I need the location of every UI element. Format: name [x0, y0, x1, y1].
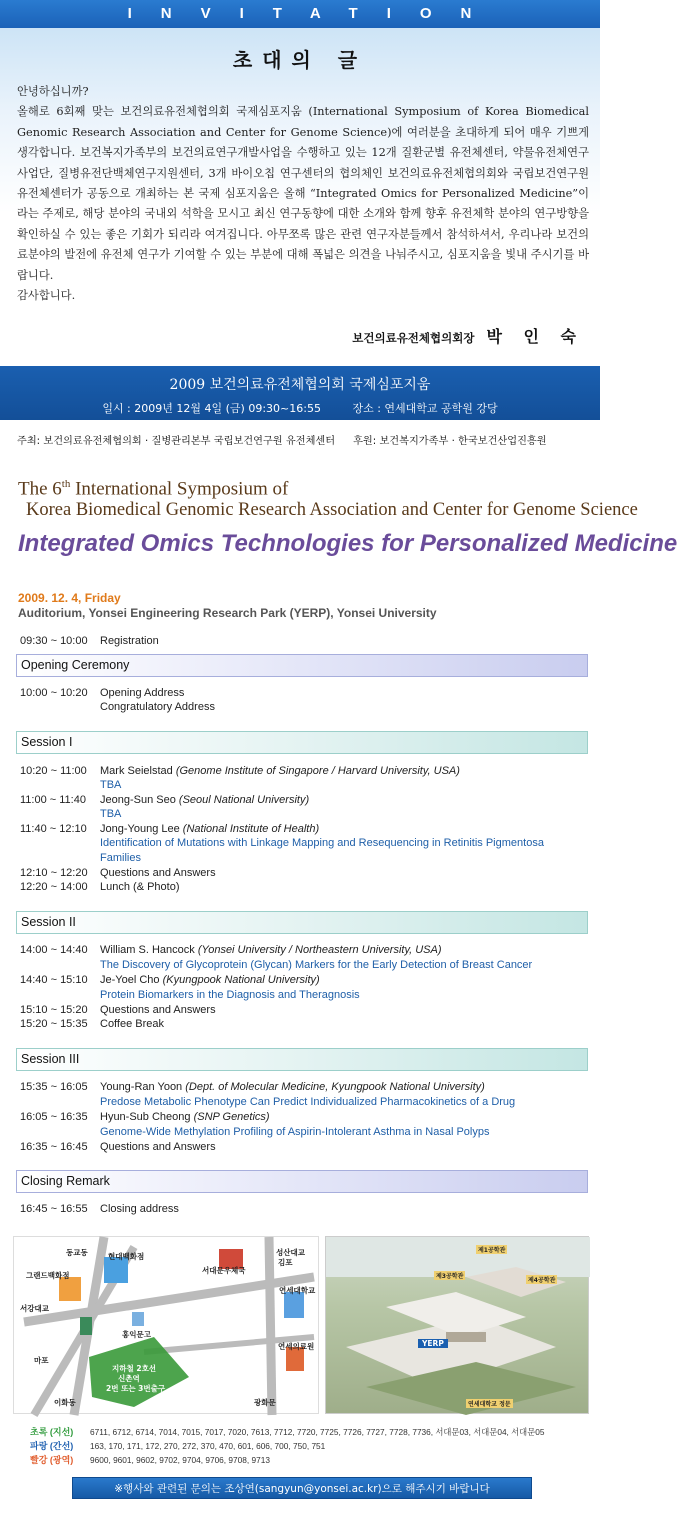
talk-title: Identification of Mutations with Linkage Mapping and Resequencing in Retinitis Pigmentosa — [100, 837, 544, 849]
program-row: 12:10 ~ 12:20 Questions and Answers — [20, 867, 216, 879]
event-datetime: 일시 : 2009년 12월 4일 (금) 09:30~16:55 — [102, 402, 321, 415]
program-row: 16:35 ~ 16:45 Questions and Answers — [20, 1141, 216, 1153]
talk-title: TBA — [100, 808, 122, 820]
event-place: 장소 : 연세대학교 공학원 강당 — [352, 402, 498, 415]
contact-footer: ※행사와 관련된 문의는 조상연(sangyun@yonsei.ac.kr)으로 해주시기 바랍니다 — [72, 1477, 532, 1499]
map-label: 동교동 — [66, 1248, 88, 1257]
host-line — [17, 432, 593, 447]
talk-title: Protein Biomarkers in the Diagnosis and Theragnosis — [100, 989, 360, 1001]
letter-title: 초대의 글 — [232, 48, 368, 72]
map-label: 현대백화점 — [108, 1252, 145, 1261]
program-row: 12:20 ~ 14:00 Lunch (& Photo) — [20, 881, 180, 893]
subway-label: 신촌역 — [118, 1374, 140, 1383]
aerial-illustration — [326, 1237, 590, 1415]
section-header-session2: Session II — [16, 911, 588, 934]
map-label: 서대문우체국 — [202, 1266, 246, 1275]
section-header-closing: Closing Remark — [16, 1170, 588, 1193]
closing-thanks: 감사합니다. — [17, 289, 76, 303]
program-row: 14:00 ~ 14:40 William S. Hancock (Yonsei University / Northeastern University, USA) — [20, 944, 442, 956]
signature-role: 보건의료유전체협의회장 — [352, 331, 475, 345]
talk-title: TBA — [100, 779, 122, 791]
talk-title: Predose Metabolic Phenotype Can Predict Individualized Pharmacokinetics of a Drug — [100, 1096, 516, 1108]
map-label: 서강대교 — [20, 1304, 49, 1313]
program-row: 16:05 ~ 16:35 Hyun-Sub Cheong (SNP Genetics) — [20, 1111, 270, 1123]
section-header-opening: Opening Ceremony — [16, 654, 588, 677]
section-header-session3: Session III — [16, 1048, 588, 1071]
program-row: 15:10 ~ 15:20 Questions and Answers — [20, 1004, 216, 1016]
symposium-title-line1: The 6th International Symposium of — [18, 478, 289, 500]
program-row: 11:40 ~ 12:10 Jong-Young Lee (National Institute of Health) — [20, 823, 320, 835]
program-venue: Auditorium, Yonsei Engineering Research Park (YERP), Yonsei University — [18, 606, 437, 620]
signature — [352, 324, 584, 347]
bus-row-green: 초록 (지선) 6711, 6712, 6714, 7014, 7015, 7017, 7020, 7613, 7712, 7720, 7725, 7726, 7727, 7728, 7736, 서대문03, 서대문04, 서대문05 — [30, 1427, 545, 1437]
subway-label: 2번 또는 3번출구 — [106, 1384, 166, 1393]
aerial-label: 연세대학교 정문 — [468, 1401, 511, 1408]
program-row: 11:00 ~ 11:40 Jeong-Sun Seo (Seoul National University) — [20, 794, 310, 806]
letter-paragraph: 올해로 6회째 맞는 보건의료유전체협의회 국제심포지움 (International Symposium of Korea Biomedical Genomic Research Association and Center for Genome Science)에 여러분을 초대하게 되어 매우 기쁘게 생각합니다. 보건복지가족부의 보건의료연구개발사업을 수행하고 있는 12개 질환군별 유전체센터, 약물유전체연구사업단, 질병유전단백체연구지원센터, 3개 바이오칩 연구센터의 협의체인 보건의료유전체협의회와 국립보건연구원 유전체센터가 공동으로 개최하는 본 국제 심포지움은 올해 “Integrated Omics for Personalized Medicine”이라는 주제로, 해당 분야의 국내외 석학을 모시고 최신 연구동향에 대한 소개와 함께 향후 유전체학 분야의 연구방향을 확인하실 수 있는 좋은 기회가 되리라 여겨집니다. 아무쪼록 많은 관련 연구자분들께서 참석하셔서, 우리나라 보건의료분야의 발전에 유전체 연구가 기여할 수 있는 부분에 대해 폭넓은 의견을 나눠주시고, 심포지움을 빛내 주시기를 바랍니다. — [17, 105, 589, 282]
talk-title: Genome-Wide Methylation Profiling of Aspirin-Intolerant Asthma in Nasal Polyps — [100, 1126, 490, 1138]
subway-label: 지하철 2호선 — [112, 1364, 157, 1373]
invitation-banner: INVITATION — [0, 0, 600, 28]
map-roads — [14, 1237, 320, 1415]
program-row: 15:20 ~ 15:35 Coffee Break — [20, 1018, 165, 1030]
map-label: 광화문 — [254, 1398, 276, 1407]
bus-row-red: 빨강 (광역) 9600, 9601, 9602, 9702, 9704, 9706, 9708, 9713 — [30, 1455, 270, 1465]
program-row-closing: 16:45 ~ 16:55 Closing address — [20, 1203, 179, 1215]
map-label: 홍익문고 — [122, 1330, 151, 1339]
program-row: 15:35 ~ 16:05 Young-Ran Yoon (Dept. of Molecular Medicine, Kyungpook National University) — [20, 1081, 485, 1093]
signature-name: 박 인 숙 — [486, 327, 584, 346]
event-title: 2009 보건의료유전체협의회 국제심포지움 — [169, 377, 431, 393]
program-date: 2009. 12. 4, Friday — [18, 591, 121, 605]
talk-title-cont: Families — [100, 852, 141, 864]
map-label: 마포 — [34, 1356, 49, 1365]
program-row-registration: 09:30 ~ 10:00 Registration — [20, 635, 159, 647]
aerial-label: 제1공학관 — [478, 1247, 506, 1254]
program-row: 10:20 ~ 11:00 Mark Seielstad (Genome Institute of Singapore / Harvard University, USA) — [20, 765, 460, 777]
symposium-theme: Integrated Omics Technologies for Personalized Medicine — [18, 530, 677, 557]
letter-body — [17, 82, 589, 306]
bus-row-blue: 파랑 (간선) 163, 170, 171, 172, 270, 272, 370, 470, 601, 606, 700, 750, 751 — [30, 1441, 326, 1451]
program-sub: Congratulatory Address — [100, 701, 215, 713]
map-label: 그랜드백화점 — [26, 1271, 70, 1280]
hosts: 주최: 보건의료유전체협의회 · 질병관리본부 국립보건연구원 유전체센터 — [17, 436, 336, 447]
aerial-label: 제3공학관 — [436, 1273, 464, 1280]
map-label: 연세대학교 — [279, 1286, 316, 1295]
map-label: 김포 — [278, 1258, 293, 1267]
aerial-label: YERP — [418, 1339, 448, 1348]
location-map — [13, 1236, 319, 1414]
program-row-opening: 10:00 ~ 10:20 Opening Address — [20, 687, 185, 699]
aerial-label: 제4공학관 — [528, 1277, 556, 1284]
map-label: 연세의료원 — [278, 1342, 315, 1351]
event-details — [0, 394, 600, 416]
campus-aerial-image — [325, 1236, 589, 1414]
talk-title: The Discovery of Glycoprotein (Glycan) Markers for the Early Detection of Breast Cancer — [100, 959, 533, 971]
map-label: 이화동 — [54, 1398, 76, 1407]
map-label: 성산대교 — [276, 1248, 305, 1257]
section-header-session1: Session I — [16, 731, 588, 754]
event-band — [0, 366, 600, 420]
greeting: 안녕하십니까? — [17, 85, 89, 98]
program-row: 14:40 ~ 15:10 Je-Yoel Cho (Kyungpook National University) — [20, 974, 320, 986]
symposium-title-line2: Korea Biomedical Genomic Research Association and Center for Genome Science — [26, 500, 638, 520]
sponsors: 후원: 보건복지가족부 · 한국보건산업진흥원 — [353, 436, 547, 447]
